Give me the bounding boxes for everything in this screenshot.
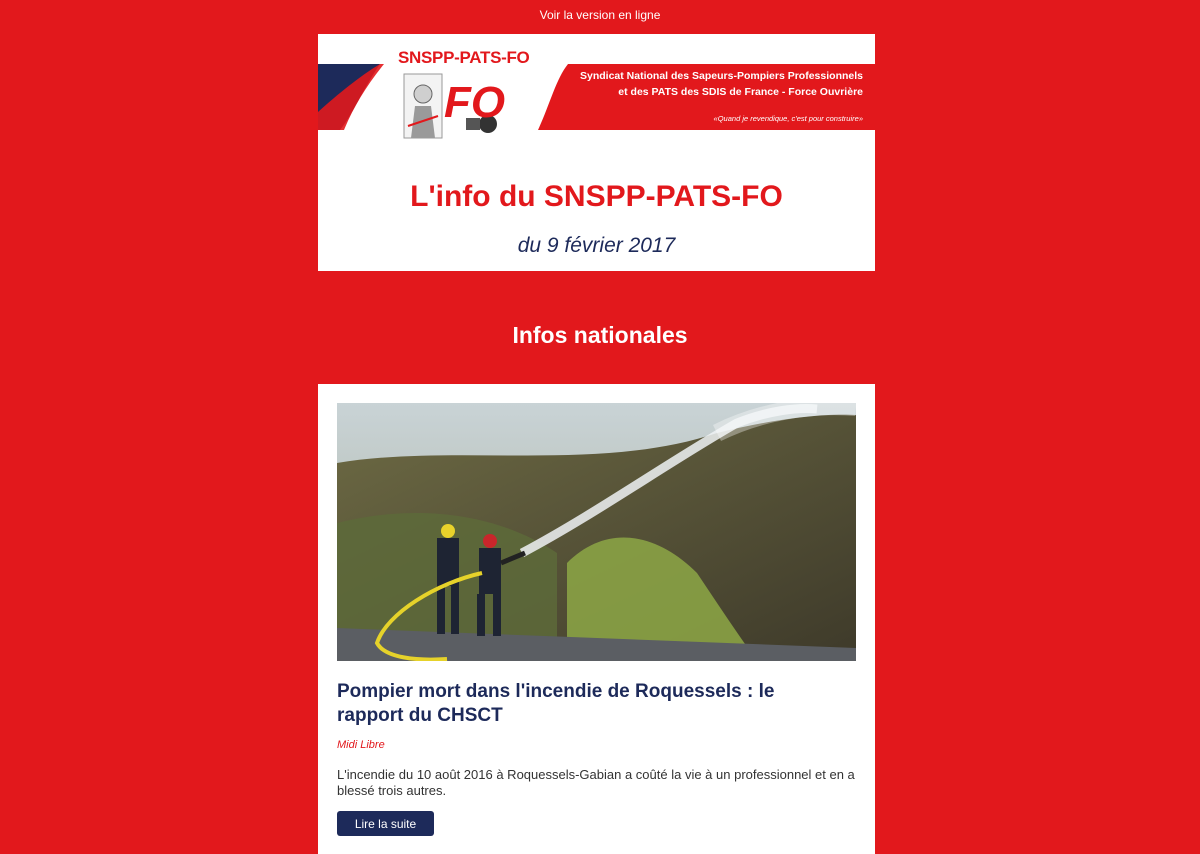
section-heading: Infos nationales — [512, 322, 688, 348]
brand-name: SNSPP-PATS-FO — [398, 48, 530, 67]
article-photo[interactable] — [337, 403, 856, 661]
online-version-link[interactable]: Voir la version en ligne — [539, 8, 661, 22]
article-excerpt: L'incendie du 10 août 2016 à Roquessels-Gabian a coûté la vie à un professionnel et en a blessé trois autres. — [337, 767, 855, 798]
slogan-line-2: et des PATS des SDIS de France - Force Ouvrière — [618, 86, 863, 98]
union-slogan — [580, 68, 863, 100]
preheader — [0, 8, 1200, 22]
fo-logo: FO — [444, 78, 506, 127]
header-card — [318, 34, 875, 271]
newsletter-date: du 9 février 2017 — [517, 234, 676, 257]
newsletter-title: L'info du SNSPP-PATS-FO — [410, 180, 783, 213]
article-title[interactable]: Pompier mort dans l'incendie de Roquessels : le rapport du CHSCT — [337, 681, 775, 726]
firefighters-photo-image — [337, 403, 856, 661]
union-motto: «Quand je revendique, c'est pour construire» — [713, 114, 863, 123]
article-source: Midi Libre — [337, 739, 385, 751]
article-card — [318, 384, 875, 854]
header-banner — [318, 34, 875, 144]
read-more-button[interactable]: Lire la suite — [337, 811, 434, 836]
slogan-line-1: Syndicat National des Sapeurs-Pompiers Professionnels — [579, 70, 863, 82]
